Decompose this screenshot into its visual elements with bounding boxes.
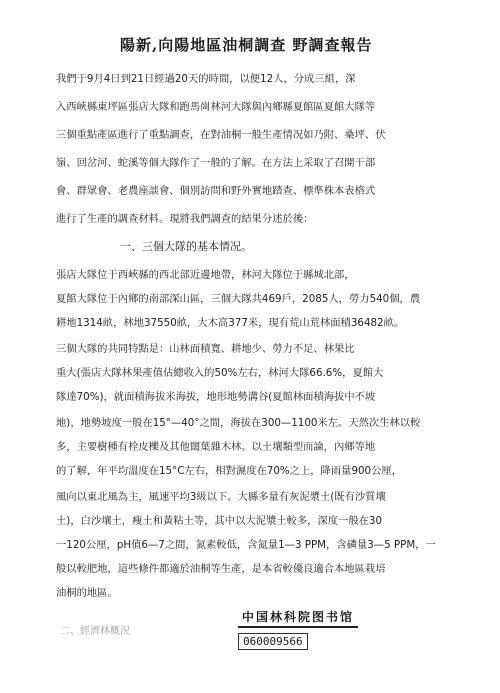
body-line: 進行了生產的調查材料。現將我們調查的結果分述於後： [56, 213, 314, 225]
body-line: 土)，白沙壤土，瘦土和黃粘土等，其中以大泥漿土較多，深度一般在30 [56, 515, 383, 527]
stamp-label: 中国林科院图书馆 [238, 608, 358, 628]
body-line: 一120公厘，pH值6—7之間，氮素較低，含氮量1—3 PPM，含磷量3—5 PPM，一 [56, 539, 436, 551]
library-stamp [238, 608, 358, 650]
section-heading: 一、三個大隊的基本情况。 [120, 240, 252, 253]
body-line: 隊達70%)，就面積海拔米海拔，地形地勢溝谷(夏館林面積海拔中不坡 [56, 391, 376, 403]
body-line: 多，主要樹種有栓皮櫟及其他闊葉雜木林。以土壤類型而論，內鄉等地 [56, 441, 376, 453]
body-line: 耕地1314畝，林地37550畝，大木高377米，現有荒山荒林面積36482畝。 [56, 317, 405, 329]
body-line: 夏館大隊位于內鄉的南部深山區，三個大隊共469戶，2085人，勞力540個，農 [56, 293, 421, 305]
stamp-number: 060009566 [238, 633, 308, 650]
body-line: 張店大隊位于西峽縣的西北部近邊地帶，林河大隊位于縣城北部， [56, 269, 355, 281]
body-line: 重大(張店大隊林果產值佔總收入的50%左右，林河大隊66.6%，夏館大 [56, 367, 384, 379]
body-line: 地)，地勢坡度一般在15°—40°之間，海拔在300—1100米左。天然次生林以較 [56, 417, 421, 429]
body-line: 般以較肥地，這些條件都適於油桐等生產，是本省較優良適合本地區栽培 [56, 563, 386, 575]
body-line: 三個重點產區進行了重點調查，在對油桐一般生產情况如乃附、桑坪、伏 [56, 129, 386, 141]
body-line: 三個大隊的共同特點是：山林面積寬、耕地少、勞力不足、林果比 [56, 343, 355, 355]
body-line: 風向以東北風為主，風速平均3級以下。大縣多量有灰泥漿土(既有沙質壤 [56, 491, 386, 503]
body-line: 的了解，年平均溫度在15°C左右，相對濕度在70%之上，降雨量900公厘， [56, 465, 402, 477]
body-line: 會、群眾會、老農座談會、個別訪問和野外實地踏查、標準株本表格式 [56, 185, 376, 197]
body-line: 入西峽縣東坪區張店大隊和跑馬崗林河大隊與內鄉縣夏館區夏館大隊等 [56, 101, 376, 113]
faint-heading-fragment: 二、經濟林概況 [60, 626, 130, 637]
body-line: 油桐的地區。 [56, 587, 118, 599]
body-line: 嶺、回岔河、蛇溪等個大隊作了一般的了解。在方法上采取了召開干部 [56, 157, 376, 169]
body-line: 我們于9月4日到21日經過20天的時間，以便12人，分成三組，深 [56, 73, 356, 85]
document-title: 陽新,向陽地區油桐調查 野調查報告 [120, 36, 373, 54]
